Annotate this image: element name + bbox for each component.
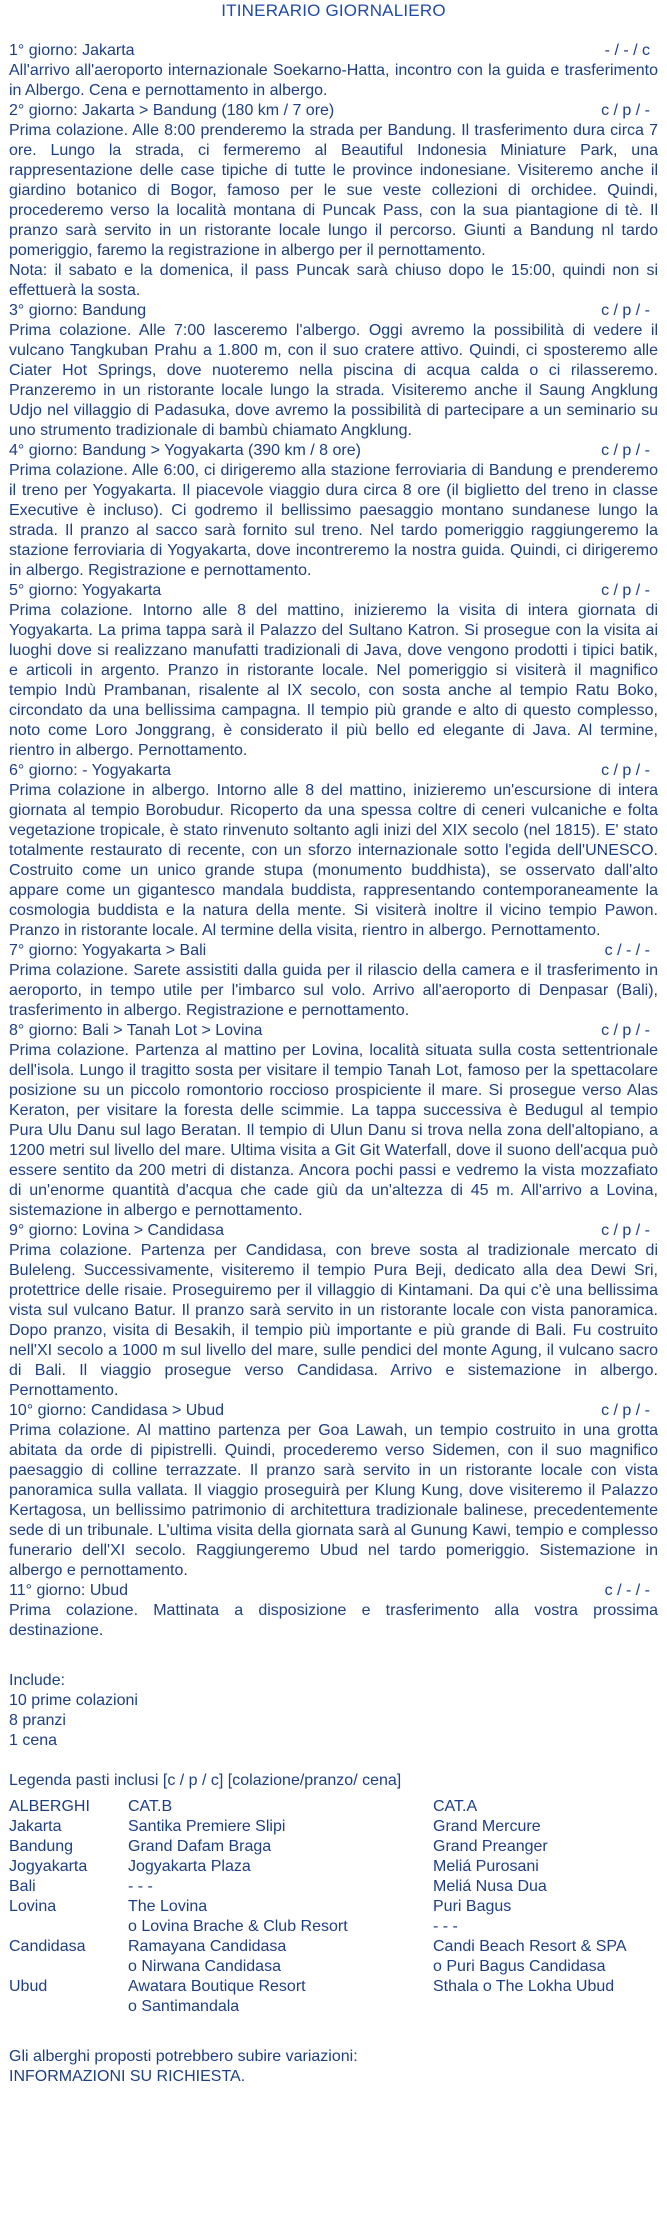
day-section: [9, 441, 658, 581]
day-title: 8° giorno: Bali > Tanah Lot > Lovina: [9, 1022, 263, 1039]
hotel-cat-a: o Puri Bagus Candidasa: [433, 1958, 606, 1975]
day-description: Prima colazione. Intorno alle 8 del mattino, inizieremo la visita di intera giornata di Yogyakarta. La prima tappa sarà il Palazzo del Sultano Katron. Si prosegue con la visita ai luoghi dove si realizzano manufatti tradizionali di Java, dove vengono prodotti i tipici batik, e articoli in argento. Pranzo in ristorante locale. Nel pomeriggio si visiterà il magnifico tempio Indù Prambanan, risalente al IX secolo, con sosta anche al tempio Ratu Boko, circondato da una bellissima campagna. Il tempio più grande e alto di questo complesso, noto come Loro Jonggrang, è considerato il più bello ed elegante di Java. Al termine, rientro in albergo. Pernottamento.: [9, 602, 658, 759]
day-section: [9, 1221, 658, 1401]
day-meals: c / p / -: [601, 442, 650, 459]
day-section: [9, 41, 658, 101]
day-section: [9, 1581, 658, 1641]
day-title: 10° giorno: Candidasa > Ubud: [9, 1402, 224, 1419]
day-description: Prima colazione. Partenza per Candidasa, con breve sosta al tradizionale mercato di Buleleng. Successivamente, visiteremo il tempio Pura Beji, dedicato alla dea Dewi Sri, protettrice delle risaie. Proseguiremo per il villaggio di Kintamani. Da qui c'è una bellissima vista sul vulcano Batur. Il pranzo sarà servito in un ristorante locale con vista panoramica. Dopo pranzo, visita di Besakih, il tempio più importante e più grande di Bali. Fu costruito nell'XI secolo a 1000 m sul livello del mare, sulle pendici del monte Agung, il vulcano sacro di Bali. Il viaggio prosegue verso Candidasa. Arrivo e sistemazione in albergo. Pernottamento.: [9, 1242, 658, 1399]
days-list: [9, 41, 658, 1641]
hotels-row: [9, 1997, 627, 2017]
hotels-header-cell: CAT.B: [128, 1798, 173, 1815]
includes-item: 10 prime colazioni: [9, 1692, 138, 1709]
hotels-row: [9, 1857, 627, 1877]
hotel-city: Jogyakarta: [9, 1858, 88, 1875]
day-heading: [9, 101, 658, 121]
hotels-header-cell: CAT.A: [433, 1798, 478, 1815]
hotels-header-cell: ALBERGHI: [9, 1798, 90, 1815]
day-meals: c / p / -: [601, 582, 650, 599]
day-title: 2° giorno: Jakarta > Bandung (180 km / 7 ore): [9, 102, 335, 119]
day-title: 6° giorno: - Yogyakarta: [9, 762, 172, 779]
hotel-cat-b: The Lovina: [128, 1898, 208, 1915]
day-meals: c / - / -: [604, 942, 650, 959]
hotel-cat-a: - - -: [433, 1918, 458, 1935]
day-section: [9, 941, 658, 1021]
hotel-cat-b: - - -: [128, 1878, 153, 1895]
hotel-city: Jakarta: [9, 1818, 62, 1835]
hotel-cat-b: Ramayana Candidasa: [128, 1938, 287, 1955]
day-title: 3° giorno: Bandung: [9, 302, 147, 319]
day-heading: [9, 761, 658, 781]
hotel-cat-b: Grand Dafam Braga: [128, 1838, 272, 1855]
hotels-row: [9, 1897, 627, 1917]
day-title: 9° giorno: Lovina > Candidasa: [9, 1222, 224, 1239]
day-section: [9, 101, 658, 301]
day-heading: [9, 41, 658, 61]
day-description: Prima colazione. Alle 6:00, ci dirigeremo alla stazione ferroviaria di Bandung e prenderemo il treno per Yogyakarta. Il piacevole viaggio dura circa 8 ore (il biglietto del treno in classe Executive è incluso). Ci godremo il bellissimo paesaggio montano sundanese lungo la strada. Il pranzo al sacco sarà fornito sul treno. Nel tardo pomeriggio raggiungeremo la stazione ferroviaria di Yogyakarta, dove incontreremo la nostra guida. Quindi, ci dirigeremo in albergo. Registrazione e pernottamento.: [9, 462, 658, 579]
day-heading: [9, 941, 658, 961]
includes-item: 8 pranzi: [9, 1712, 66, 1729]
page-title: ITINERARIO GIORNALIERO: [221, 1, 446, 20]
hotels-row: [9, 1977, 627, 1997]
day-meals: c / p / -: [601, 102, 650, 119]
hotel-cat-b: Awatara Boutique Resort: [128, 1978, 306, 1995]
hotel-cat-b: o Santimandala: [128, 1998, 240, 2015]
hotel-cat-b: o Nirwana Candidasa: [128, 1958, 281, 1975]
hotels-row: [9, 1937, 627, 1957]
day-heading: [9, 301, 658, 321]
day-title: 11° giorno: Ubud: [9, 1582, 129, 1599]
day-title: 5° giorno: Yogyakarta: [9, 582, 162, 599]
hotel-cat-b: Santika Premiere Slipi: [128, 1818, 286, 1835]
hotel-cat-a: Grand Mercure: [433, 1818, 541, 1835]
hotel-city: Ubud: [9, 1978, 48, 1995]
day-description: Prima colazione. Alle 8:00 prenderemo la strada per Bandung. Il trasferimento dura circa 7 ore. Lungo la strada, ci fermeremo al Beautiful Indonesia Miniature Park, una rappresentazione delle case tipiche di tutte le province indonesiane. Visiteremo anche il giardino botanico di Bogor, famoso per le sue veste collezioni di orchidee. Quindi, procederemo verso la località montana di Puncak Pass, con la sua piantagione di tè. Il pranzo sarà servito in un ristorante locale lungo il percorso. Giunti a Bandung nl tardo pomeriggio, faremo la registrazione in albergo per il pernottamento.: [9, 122, 658, 259]
hotels-row: [9, 1917, 627, 1937]
day-meals: - / - / c: [604, 42, 650, 59]
hotel-city: Bali: [9, 1878, 36, 1895]
hotel-city: [9, 1997, 128, 2017]
hotel-cat-a: Puri Bagus: [433, 1898, 512, 1915]
hotel-cat-a: [433, 1997, 627, 2017]
hotel-cat-a: Meliá Nusa Dua: [433, 1878, 547, 1895]
hotels-row: [9, 1817, 627, 1837]
day-description: Prima colazione. Mattinata a disposizione e trasferimento alla vostra prossima destinazione.: [9, 1602, 658, 1639]
day-heading: [9, 1401, 658, 1421]
hotel-city: Bandung: [9, 1838, 74, 1855]
day-section: [9, 1401, 658, 1581]
hotel-cat-b: o Lovina Brache & Club Resort: [128, 1918, 348, 1935]
day-heading: [9, 581, 658, 601]
day-section: [9, 1021, 658, 1221]
day-heading: [9, 1221, 658, 1241]
day-heading: [9, 1581, 658, 1601]
day-meals: c / - / -: [604, 1582, 650, 1599]
hotel-city: Lovina: [9, 1898, 57, 1915]
day-section: [9, 301, 658, 441]
footer-line: Gli alberghi proposti potrebbero subire variazioni:: [9, 2048, 358, 2065]
hotel-cat-a: Grand Preanger: [433, 1838, 548, 1855]
day-meals: c / p / -: [601, 1022, 650, 1039]
hotels-header-row: [9, 1797, 627, 1817]
hotel-cat-a: Sthala o The Lokha Ubud: [433, 1978, 615, 1995]
day-description: Prima colazione. Al mattino partenza per Goa Lawah, un tempio costruito in una grotta abitata da orde di pipistrelli. Quindi, procederemo verso Sidemen, con il suo magnifico paesaggio di colline terrazzate. Il pranzo sarà servito in un ristorante locale con vista panoramica sulla vallata. Il viaggio proseguirà per Klung Kung, dove visiteremo il Palazzo Kertagosa, un bellissimo patrimonio di architettura tradizionale balinese, precedentemente sede di un tribunale. L'ultima visita della giornata sarà al Gunung Kawi, tempio e complesso funerario dell'XI secolo. Raggiungeremo Ubud nel tardo pomeriggio. Sistemazione in albergo e pernottamento.: [9, 1422, 658, 1579]
hotel-cat-a: Candi Beach Resort & SPA: [433, 1938, 627, 1955]
day-meals: c / p / -: [601, 302, 650, 319]
day-title: 1° giorno: Jakarta: [9, 42, 135, 59]
spacer: [9, 1641, 658, 1661]
meals-legend: Legenda pasti inclusi [c / p / c] [colazione/pranzo/ cena]: [9, 1772, 402, 1789]
hotel-city: [9, 1957, 128, 1977]
day-meals: c / p / -: [601, 1222, 650, 1239]
day-description: All'arrivo all'aeroporto internazionale Soekarno-Hatta, incontro con la guida e trasferimento in Albergo. Cena e pernottamento in albergo.: [9, 62, 658, 99]
day-section: [9, 581, 658, 761]
hotels-row: [9, 1957, 627, 1977]
hotels-table: [9, 1797, 627, 2017]
footer-line: INFORMAZIONI SU RICHIESTA.: [9, 2068, 246, 2085]
day-description: Prima colazione. Sarete assistiti dalla guida per il rilascio della camera e il trasferimento in aeroporto, in tempo utile per l'imbarco sul volo. Arrivo all'aeroporto di Denpasar (Bali), trasferimento in albergo. Registrazione e pernottamento.: [9, 962, 658, 1019]
hotel-city: [9, 1917, 128, 1937]
day-meals: c / p / -: [601, 1402, 650, 1419]
day-description: Nota: il sabato e la domenica, il pass Puncak sarà chiuso dopo le 15:00, quindi non si effettuerà la sosta.: [9, 262, 658, 299]
hotel-cat-b: Jogyakarta Plaza: [128, 1858, 251, 1875]
hotel-cat-a: Meliá Purosani: [433, 1858, 539, 1875]
includes-item: 1 cena: [9, 1732, 58, 1749]
day-description: Prima colazione. Alle 7:00 lasceremo l'albergo. Oggi avremo la possibilità di vedere il vulcano Tangkuban Prahu a 1.800 m, con il suo cratere attivo. Quindi, ci sposteremo alle Ciater Hot Springs, dove nuoteremo nella piscina di acqua calda o ci rilasseremo. Pranzeremo in un ristorante locale lungo la strada. Visiteremo anche il Saung Angklung Udjo nel villaggio di Padasuka, dove avremo la possibilità di partecipare a un seminario su uno strumento tradizionale di bambù chiamato Angklung.: [9, 322, 658, 439]
day-heading: [9, 441, 658, 461]
hotels-row: [9, 1837, 627, 1857]
footer-note: [9, 2047, 658, 2087]
hotel-city: Candidasa: [9, 1938, 86, 1955]
day-description: Prima colazione in albergo. Intorno alle 8 del mattino, inizieremo un'escursione di intera giornata al tempio Borobudur. Ricoperto da una spessa coltre di ceneri vulcaniche e folta vegetazione tropicale, è stato rinvenuto soltanto agli inizi del XIX secolo (nel 1815). E' stato totalmente restaurato di recente, con un sforzo internazionale sotto l'egida dell'UNESCO. Costruito come un unico grande stupa (monumento buddhista), se osservato dall'alto appare come un gigantesco mandala buddista, rappresentando contemporaneamente la cosmologia buddista e la natura della mente. Si visiterà inoltre il vicino tempio Pawon. Pranzo in ristorante locale. Al termine della visita, rientro in albergo. Pernottamento.: [9, 782, 658, 939]
day-description: Prima colazione. Partenza al mattino per Lovina, località situata sulla costa settentrionale dell'isola. Lungo il tragitto sosta per visitare il tempio Tanah Lot, famoso per la spettacolare posizione su un piccolo romontorio roccioso prospiciente il mare. Si prosegue verso Alas Keraton, per visitare la foresta delle scimmie. La tappa successiva è Bedugul al tempio Pura Ulu Danu sul lago Beratan. Il tempio di Ulun Danu si trova nella zona dell'altopiano, a 1200 metri sul livello del mare. Ultima visita a Git Git Waterfall, dove il suono dell'acqua può essere sentito da 200 metri di distanza. Ancora pochi passi e vedremo la vista mozzafiato di un'enorme quantità d'acqua che cade giù da un'altezza di 45 m. All'arrivo a Lovina, sistemazione in albergo e pernottamento.: [9, 1042, 658, 1219]
day-heading: [9, 1021, 658, 1041]
day-meals: c / p / -: [601, 762, 650, 779]
day-title: 4° giorno: Bandung > Yogyakarta (390 km / 8 ore): [9, 442, 361, 459]
hotels-row: [9, 1877, 627, 1897]
includes-title: Include:: [9, 1672, 66, 1689]
day-section: [9, 761, 658, 941]
day-title: 7° giorno: Yogyakarta > Bali: [9, 942, 207, 959]
